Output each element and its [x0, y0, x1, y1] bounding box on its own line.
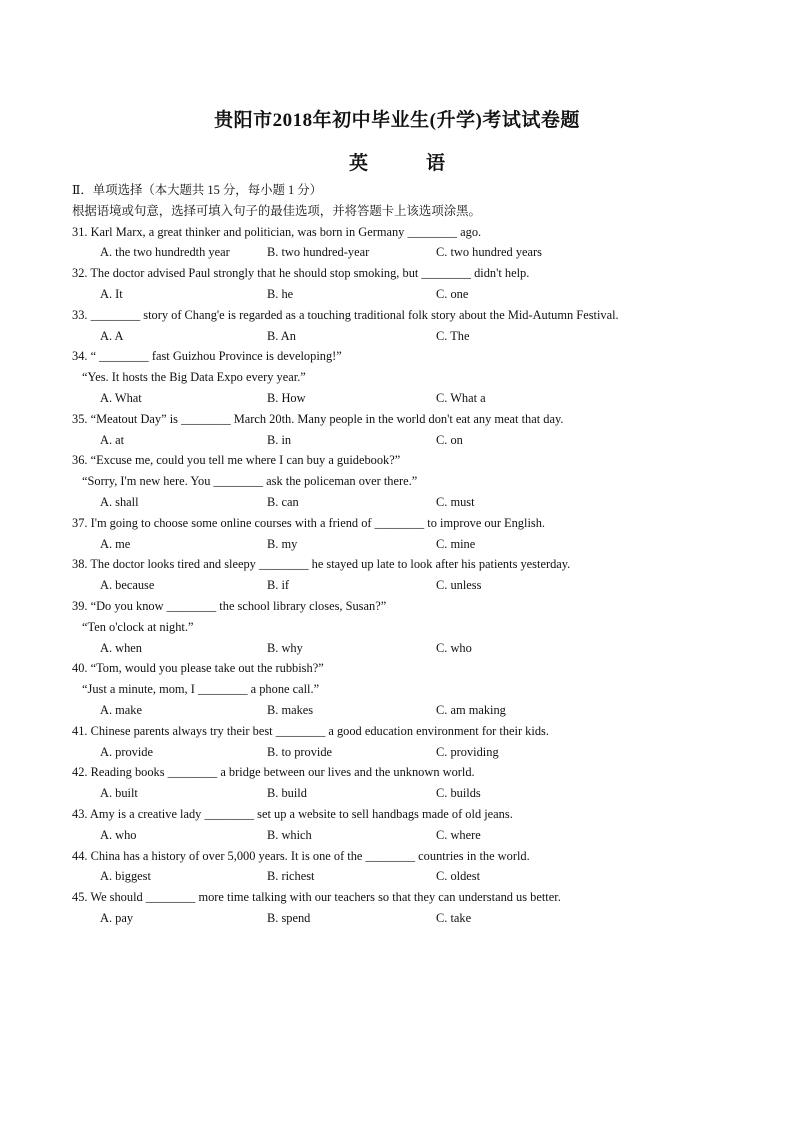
exam-title: 贵阳市2018年初中毕业生(升学)考试试卷题 — [214, 110, 580, 131]
option-a: A. provide — [100, 744, 153, 759]
option-c: C. builds — [436, 786, 481, 801]
question-stem: 34. “ ________ fast Guizhou Province is developing!” — [72, 349, 342, 364]
option-a: A. when — [100, 640, 142, 655]
subject-char-1: 英 — [348, 153, 368, 174]
option-c: C. am making — [436, 702, 506, 717]
option-b: B. why — [267, 640, 303, 655]
option-a: A. shall — [100, 494, 139, 509]
question-item — [72, 305, 762, 347]
option-a: A. What — [100, 390, 142, 405]
question-item — [72, 846, 762, 888]
option-b: B. if — [267, 578, 290, 593]
option-b: B. build — [267, 786, 307, 801]
question-stem: 33. ________ story of Chang'e is regarded as a touching traditional folk story about the Mid-Autumn Festival. — [72, 307, 619, 322]
question-reply: “Sorry, I'm new here. You ________ ask the policeman over there.” — [82, 474, 418, 489]
option-b: B. in — [267, 432, 292, 447]
question-item — [72, 804, 762, 846]
option-a: A. because — [100, 578, 155, 593]
question-reply: “Ten o'clock at night.” — [82, 619, 194, 634]
question-stem: 37. I'm going to choose some online courses with a friend of ________ to improve our English. — [72, 515, 546, 530]
option-row — [72, 575, 762, 596]
option-b: B. richest — [267, 869, 315, 884]
option-b: B. spend — [267, 910, 311, 925]
question-stem: 39. “Do you know ________ the school library closes, Susan?” — [72, 598, 387, 613]
subject-heading — [0, 148, 794, 175]
option-b: B. he — [267, 286, 294, 301]
option-a: A. A — [100, 328, 124, 343]
option-row — [72, 326, 762, 347]
question-item — [72, 721, 762, 763]
question-item — [72, 450, 762, 512]
option-row — [72, 700, 762, 721]
exam-content — [72, 180, 762, 929]
option-a: A. the two hundredth year — [100, 245, 230, 260]
question-item — [72, 263, 762, 305]
section-heading: Ⅱ．单项选择（本大题共 15 分，每小题 1 分） — [72, 183, 323, 197]
option-c: C. two hundred years — [436, 245, 542, 260]
option-row — [72, 825, 762, 846]
option-c: C. oldest — [436, 869, 481, 884]
question-stem: 31. Karl Marx, a great thinker and politician, was born in Germany ________ ago. — [72, 224, 482, 239]
option-c: C. one — [436, 286, 469, 301]
question-item — [72, 554, 762, 596]
option-c: C. take — [436, 910, 472, 925]
option-row — [72, 866, 762, 887]
option-c: C. mine — [436, 536, 476, 551]
option-b: B. to provide — [267, 744, 333, 759]
option-row — [72, 284, 762, 305]
option-a: A. pay — [100, 910, 134, 925]
question-stem: 43. Amy is a creative lady ________ set up a website to sell handbags made of old jeans. — [72, 806, 513, 821]
option-a: A. It — [100, 286, 123, 301]
option-a: A. built — [100, 786, 138, 801]
question-stem: 32. The doctor advised Paul strongly that he should stop smoking, but ________ didn't help. — [72, 266, 530, 281]
option-row — [72, 492, 762, 513]
question-reply: “Yes. It hosts the Big Data Expo every year.” — [82, 370, 306, 385]
question-item — [72, 596, 762, 658]
question-item — [72, 409, 762, 451]
question-stem: 36. “Excuse me, could you tell me where I can buy a guidebook?” — [72, 453, 401, 468]
option-b: B. can — [267, 494, 299, 509]
option-row — [72, 534, 762, 555]
section-instruction: 根据语境或句意，选择可填入句子的最佳选项，并将答题卡上该选项涂黑。 — [72, 203, 481, 218]
option-row — [72, 242, 762, 263]
option-c: C. providing — [436, 744, 499, 759]
question-item — [72, 887, 762, 929]
option-a: A. at — [100, 432, 125, 447]
option-c: C. who — [436, 640, 472, 655]
option-b: B. two hundred-year — [267, 245, 370, 260]
option-a: A. who — [100, 827, 137, 842]
question-reply: “Just a minute, mom, I ________ a phone call.” — [82, 682, 320, 697]
question-stem: 42. Reading books ________ a bridge between our lives and the unknown world. — [72, 765, 475, 780]
question-stem: 44. China has a history of over 5,000 years. It is one of the ________ countries in the world. — [72, 848, 530, 863]
question-item — [72, 762, 762, 804]
option-c: C. The — [436, 328, 470, 343]
question-item — [72, 346, 762, 408]
subject-char-2: 语 — [426, 153, 446, 174]
option-b: B. my — [267, 536, 298, 551]
question-item — [72, 513, 762, 555]
option-c: C. where — [436, 827, 481, 842]
option-row — [72, 638, 762, 659]
question-stem: 38. The doctor looks tired and sleepy ________ he stayed up late to look after his patients yesterday. — [72, 557, 571, 572]
option-row — [72, 388, 762, 409]
question-stem: 40. “Tom, would you please take out the rubbish?” — [72, 661, 324, 676]
option-c: C. on — [436, 432, 463, 447]
option-a: A. make — [100, 702, 142, 717]
option-c: C. What a — [436, 390, 486, 405]
question-stem: 35. “Meatout Day” is ________ March 20th. Many people in the world don't eat any meat that day. — [72, 411, 564, 426]
question-list — [72, 222, 762, 929]
option-b: B. An — [267, 328, 296, 343]
option-row — [72, 783, 762, 804]
option-b: B. which — [267, 827, 312, 842]
option-b: B. makes — [267, 702, 314, 717]
question-stem: 41. Chinese parents always try their best ________ a good education environment for their kids. — [72, 723, 549, 738]
option-row — [72, 430, 762, 451]
question-item — [72, 222, 762, 264]
option-row — [72, 742, 762, 763]
option-a: A. me — [100, 536, 131, 551]
option-b: B. How — [267, 390, 306, 405]
option-c: C. must — [436, 494, 475, 509]
option-c: C. unless — [436, 578, 482, 593]
option-a: A. biggest — [100, 869, 151, 884]
option-row — [72, 908, 762, 929]
question-item — [72, 658, 762, 720]
question-stem: 45. We should ________ more time talking with our teachers so that they can understand us better. — [72, 890, 561, 905]
